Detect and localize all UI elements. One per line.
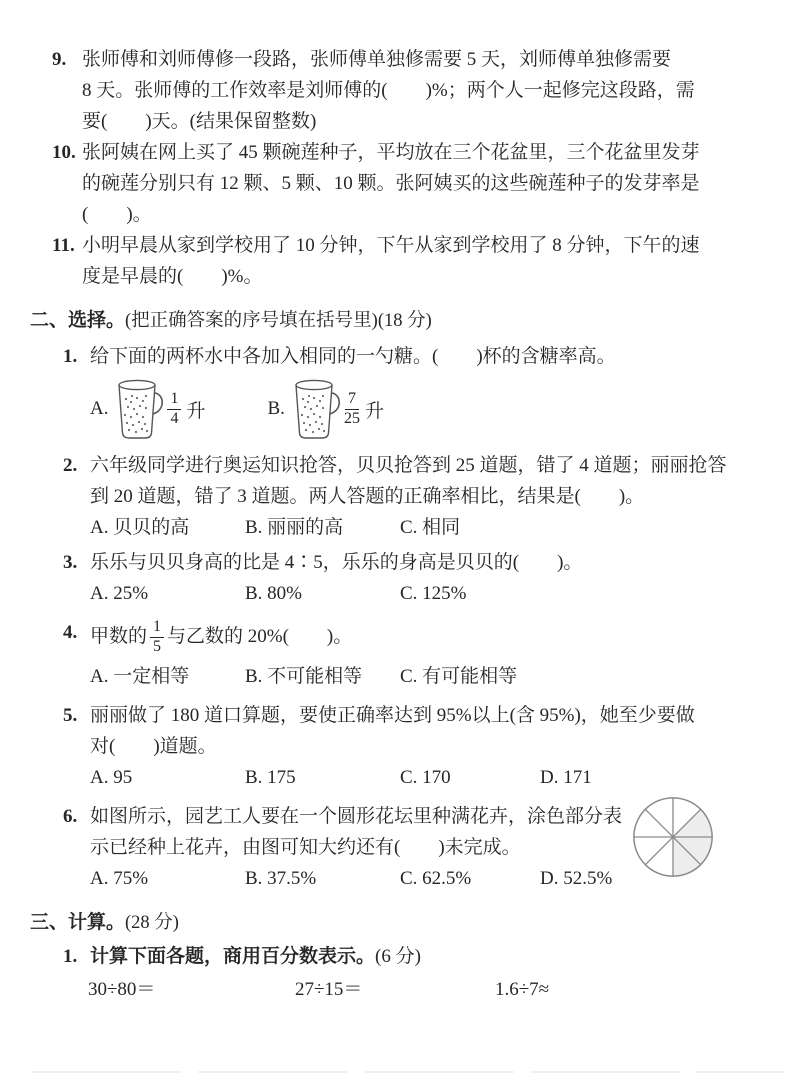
fraction bbox=[150, 619, 164, 656]
option-a: A. 一定相等 bbox=[90, 666, 190, 687]
calc-points-note: (6 分) bbox=[375, 946, 421, 967]
choice-question-3-number: 3. bbox=[63, 552, 78, 573]
choice-question-3-text: 乐乐与贝贝身高的比是 4∶5，乐乐的身高是贝贝的( )。 bbox=[90, 552, 583, 573]
choice-question-5-line-2: 对( )道题。 bbox=[90, 736, 217, 757]
question-10-line-1: 张阿姨在网上买了 45 颗碗莲种子，平均放在三个花盆里，三个花盆里发芽 bbox=[82, 142, 700, 163]
option-a-unit: 升 bbox=[186, 400, 206, 422]
choice-question-6-line-1: 如图所示，园艺工人要在一个圆形花坛里种满花卉，涂色部分表 bbox=[90, 806, 623, 827]
fraction-denominator: 25 bbox=[343, 409, 360, 427]
question-9 bbox=[52, 44, 759, 137]
section-choice-title: 二、选择。 bbox=[30, 310, 126, 331]
choice-question-1-options bbox=[90, 372, 759, 446]
choice-question-2-line-2: 到 20 道题，错了 3 道题。两人答题的正确率相比，结果是( )。 bbox=[90, 486, 645, 507]
choice-question-2-options bbox=[90, 512, 759, 543]
fraction-numerator: 7 bbox=[345, 391, 359, 410]
question-9-number: 9. bbox=[52, 49, 67, 70]
calc-instruction: 计算下面各题，商用百分数表示。 bbox=[90, 946, 376, 967]
option-a: A. 25% bbox=[90, 583, 149, 604]
calc-question-1-number: 1. bbox=[63, 946, 78, 967]
option-a-label: A. bbox=[90, 398, 109, 419]
scan-artifact-line bbox=[32, 1071, 785, 1073]
mug-icon bbox=[287, 378, 341, 440]
option-a: A. 95 bbox=[90, 767, 133, 788]
option-b-label: B. bbox=[267, 398, 285, 419]
fraction-denominator: 5 bbox=[153, 638, 162, 656]
option-c: C. 62.5% bbox=[400, 868, 472, 889]
option-d: D. 171 bbox=[540, 767, 592, 788]
option-c: C. 170 bbox=[400, 767, 451, 788]
circle-8-sectors-icon bbox=[632, 793, 714, 881]
question-9-line-1: 张师傅和刘师傅修一段路，张师傅单独修需要 5 天，刘师傅单独修需要 bbox=[82, 49, 672, 70]
option-b: B. 175 bbox=[245, 767, 296, 788]
calc-expressions-row bbox=[88, 974, 759, 1005]
fraction bbox=[344, 391, 360, 428]
option-b-unit: 升 bbox=[364, 400, 384, 422]
option-a bbox=[90, 378, 206, 440]
option-b: B. 37.5% bbox=[245, 868, 317, 889]
choice-question-3-options bbox=[90, 578, 759, 609]
option-a: A. 贝贝的高 bbox=[90, 517, 190, 538]
fraction-denominator: 4 bbox=[170, 409, 179, 427]
section-choice-note: (把正确答案的序号填在括号里)(18 分) bbox=[125, 311, 432, 331]
fraction bbox=[167, 391, 181, 428]
question-11-line-1: 小明早晨从家到学校用了 10 分钟，下午从家到学校用了 8 分钟，下午的速 bbox=[82, 235, 700, 256]
mug-icon bbox=[110, 378, 164, 440]
section-calc-heading bbox=[30, 907, 759, 939]
calc-question-1 bbox=[63, 941, 759, 972]
choice-question-1-text: 给下面的两杯水中各加入相同的一勺糖。( )杯的含糖率高。 bbox=[90, 346, 616, 367]
expression-3: 1.6÷7≈ bbox=[495, 979, 550, 1000]
question-11-number: 11. bbox=[52, 235, 75, 256]
choice-question-5-line-1: 丽丽做了 180 道口算题，要使正确率达到 95%以上(含 95%)，她至少要做 bbox=[90, 705, 695, 726]
choice-question-4 bbox=[63, 617, 759, 657]
choice-question-5 bbox=[63, 700, 759, 762]
section-calc-note: (28 分) bbox=[125, 913, 179, 933]
expression-2: 27÷15＝ bbox=[295, 979, 363, 1000]
flowerbed-circle-figure bbox=[632, 793, 714, 887]
choice-question-3 bbox=[63, 547, 759, 578]
choice-question-4-text bbox=[90, 617, 759, 657]
question-text-post: 与乙数的 20%( )。 bbox=[167, 626, 353, 647]
option-a: A. 75% bbox=[90, 868, 149, 889]
choice-question-4-number: 4. bbox=[63, 622, 78, 643]
choice-question-6-line-2: 示已经种上花卉，由图可知大约还有( )未完成。 bbox=[90, 837, 521, 858]
question-10-line-2: 的碗莲分别只有 12 颗、5 颗、10 颗。张阿姨买的这些碗莲种子的发芽率是 bbox=[82, 173, 700, 194]
choice-question-2-number: 2. bbox=[63, 455, 78, 476]
option-b: B. 不可能相等 bbox=[245, 666, 363, 687]
question-10-number: 10. bbox=[52, 142, 76, 163]
option-b: B. 80% bbox=[245, 583, 302, 604]
choice-question-1-number: 1. bbox=[63, 346, 78, 367]
fraction-numerator: 1 bbox=[167, 391, 181, 410]
choice-question-6-number: 6. bbox=[63, 806, 78, 827]
question-9-line-3: 要( )天。(结果保留整数) bbox=[82, 111, 317, 132]
choice-question-2-line-1: 六年级同学进行奥运知识抢答，贝贝抢答到 25 道题，错了 4 道题；丽丽抢答 bbox=[90, 455, 727, 476]
option-c: C. 有可能相等 bbox=[400, 666, 518, 687]
question-text-pre: 甲数的 bbox=[90, 626, 148, 647]
choice-question-1 bbox=[63, 341, 759, 372]
question-11-line-2: 度是早晨的( )%。 bbox=[82, 266, 263, 287]
choice-question-2 bbox=[63, 450, 759, 512]
section-choice-heading bbox=[30, 305, 759, 337]
option-c: C. 相同 bbox=[400, 517, 461, 538]
question-11 bbox=[52, 230, 759, 292]
choice-question-5-options bbox=[90, 762, 759, 793]
question-9-line-2: 8 天。张师傅的工作效率是刘师傅的( )%；两个人一起修完这段路，需 bbox=[82, 80, 695, 101]
option-c: C. 125% bbox=[400, 583, 467, 604]
option-d: D. 52.5% bbox=[540, 868, 613, 889]
choice-question-5-number: 5. bbox=[63, 705, 78, 726]
question-10 bbox=[52, 137, 759, 230]
choice-question-4-options bbox=[90, 661, 759, 692]
section-calc-title: 三、计算。 bbox=[30, 912, 126, 933]
option-b bbox=[268, 378, 384, 440]
calc-question-1-text bbox=[90, 941, 759, 972]
question-10-line-3: ( )。 bbox=[82, 204, 152, 225]
fraction-numerator: 1 bbox=[150, 619, 164, 638]
option-b: B. 丽丽的高 bbox=[245, 517, 344, 538]
expression-1: 30÷80＝ bbox=[88, 979, 156, 1000]
